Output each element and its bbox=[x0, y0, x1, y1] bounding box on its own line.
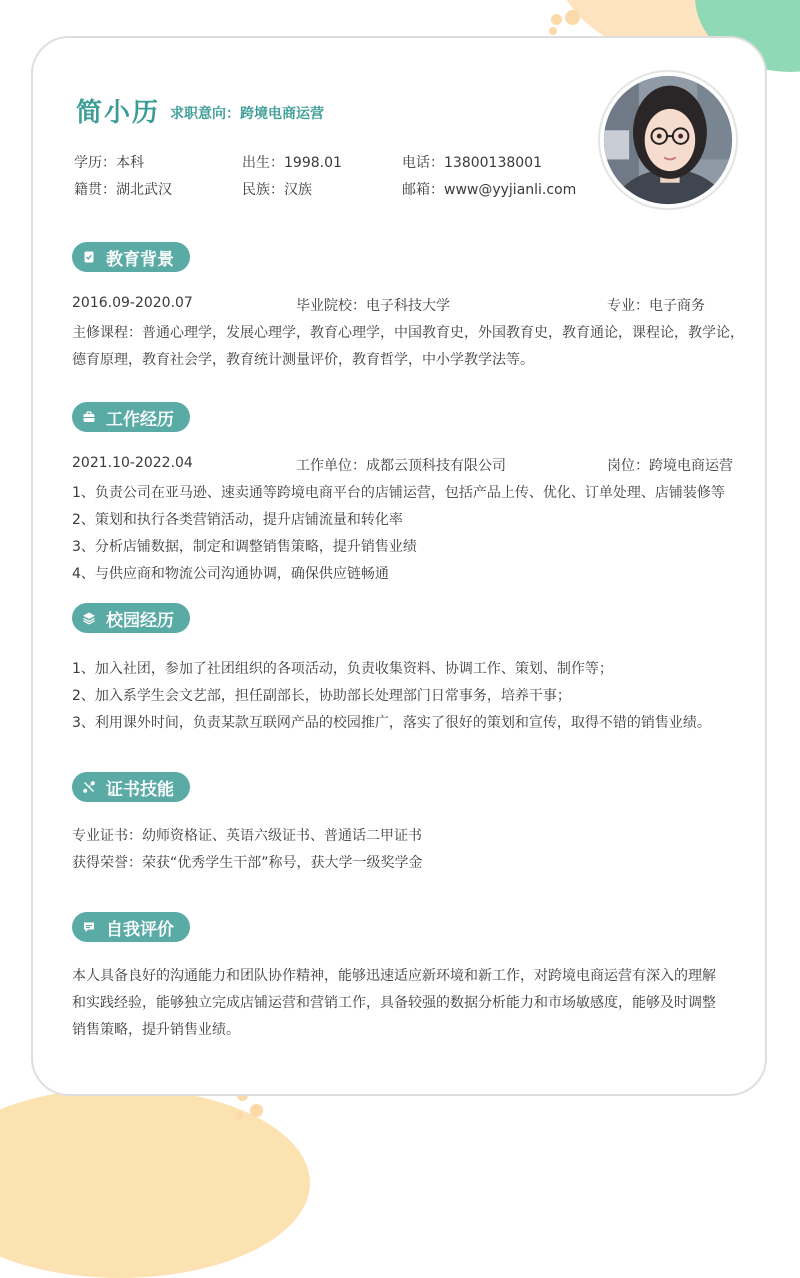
info-education: 学历：本科 bbox=[74, 155, 144, 171]
comment-icon bbox=[82, 920, 96, 934]
section-title-text: 自我评价 bbox=[106, 919, 174, 940]
decor-blob-bottom-left bbox=[0, 1088, 310, 1278]
education-major: 专业：电子商务 bbox=[607, 298, 705, 314]
skills-certificates: 专业证书：幼师资格证、英语六级证书、普通话二甲证书 bbox=[72, 828, 422, 844]
decor-dot bbox=[565, 10, 580, 25]
education-courses-line: 主修课程：普通心理学，发展心理学，教育心理学，中国教育史，外国教育史，教育通论，课程论，教学论， bbox=[72, 325, 744, 341]
campus-item: 3、利用课外时间，负责某款互联网产品的校园推广，落实了很好的策划和宣传，取得不错的销售业绩。 bbox=[72, 715, 711, 731]
document-icon bbox=[82, 250, 96, 264]
work-company: 工作单位：成都云顶科技有限公司 bbox=[296, 458, 506, 474]
info-email: 邮箱：www@yyjianli.com bbox=[402, 182, 577, 198]
self-evaluation-line: 本人具备良好的沟通能力和团队协作精神，能够迅速适应新环境和新工作，对跨境电商运营有深入的理解 bbox=[72, 968, 716, 984]
self-evaluation-line: 和实践经验，能够独立完成店铺运营和营销工作，具备较强的数据分析能力和市场敏感度，能够及时调整 bbox=[72, 995, 716, 1011]
section-title-work bbox=[72, 402, 190, 432]
education-courses-line: 德育原理，教育社会学，教育统计测量评价，教育哲学，中小学教学法等。 bbox=[72, 352, 534, 368]
work-item: 3、分析店铺数据，制定和调整销售策略，提升销售业绩 bbox=[72, 539, 417, 555]
work-item: 2、策划和执行各类营销活动，提升店铺流量和转化率 bbox=[72, 512, 403, 528]
candidate-name: 简小历 bbox=[76, 98, 161, 128]
campus-item: 1、加入社团，参加了社团组织的各项活动，负责收集资料、协调工作、策划、制作等； bbox=[72, 661, 613, 677]
education-period: 2016.09-2020.07 bbox=[72, 295, 193, 311]
section-title-self bbox=[72, 912, 190, 942]
decor-dot bbox=[549, 27, 557, 35]
work-position: 岗位：跨境电商运营 bbox=[607, 458, 733, 474]
tools-icon bbox=[82, 780, 96, 794]
info-hometown: 籍贯：湖北武汉 bbox=[74, 182, 172, 198]
work-item: 4、与供应商和物流公司沟通协调，确保供应链畅通 bbox=[72, 566, 389, 582]
avatar-photo bbox=[600, 72, 736, 208]
section-title-text: 证书技能 bbox=[106, 779, 174, 800]
info-ethnicity: 民族：汉族 bbox=[242, 182, 312, 198]
section-title-campus bbox=[72, 603, 190, 633]
briefcase-icon bbox=[82, 410, 96, 424]
section-title-text: 校园经历 bbox=[106, 610, 174, 631]
decor-dot bbox=[551, 14, 562, 25]
section-title-text: 教育背景 bbox=[106, 249, 174, 270]
info-birth: 出生：1998.01 bbox=[242, 155, 342, 171]
section-title-education bbox=[72, 242, 190, 272]
education-school: 毕业院校：电子科技大学 bbox=[296, 298, 450, 314]
info-phone: 电话：13800138001 bbox=[402, 155, 542, 171]
skills-honors: 获得荣誉：荣获“优秀学生干部”称号，获大学一级奖学金 bbox=[72, 855, 423, 871]
work-period: 2021.10-2022.04 bbox=[72, 455, 193, 471]
work-item: 1、负责公司在亚马逊、速卖通等跨境电商平台的店铺运营，包括产品上传、优化、订单处理、店铺装修等 bbox=[72, 485, 725, 501]
layers-icon bbox=[82, 611, 96, 625]
job-intent: 求职意向：跨境电商运营 bbox=[170, 106, 324, 122]
campus-item: 2、加入系学生会文艺部，担任副部长，协助部长处理部门日常事务，培养干事； bbox=[72, 688, 571, 704]
section-title-text: 工作经历 bbox=[106, 409, 174, 430]
decor-dot bbox=[235, 1112, 243, 1120]
self-evaluation-line: 销售策略，提升销售业绩。 bbox=[72, 1022, 240, 1038]
decor-dot bbox=[250, 1104, 263, 1117]
avatar bbox=[598, 70, 738, 210]
section-title-skills bbox=[72, 772, 190, 802]
